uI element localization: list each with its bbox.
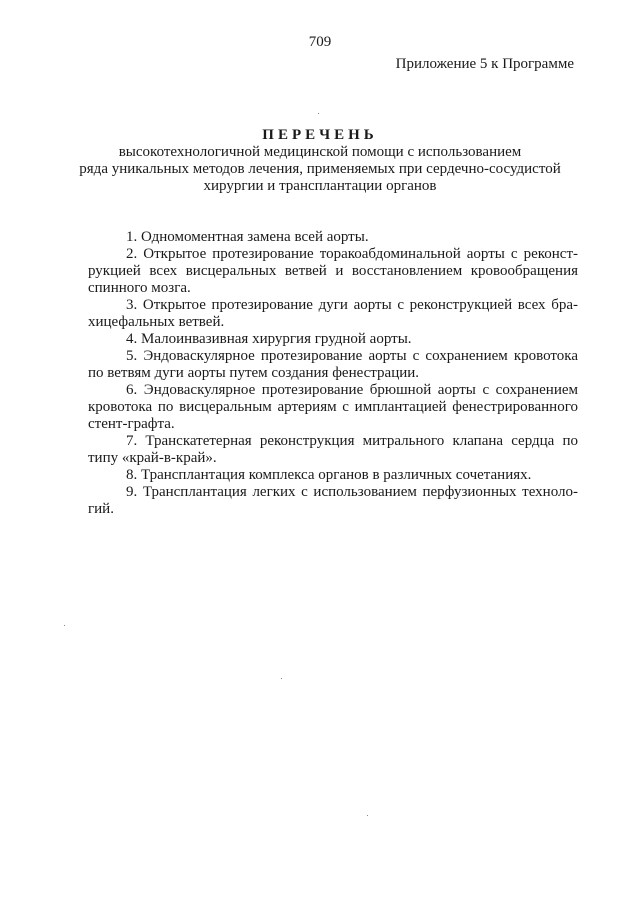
scan-speck [367,815,368,816]
subtitle-line: высокотехнологичной медицинской помощи с использованием [118,144,522,160]
items-list [88,229,578,518]
scan-speck [64,625,65,626]
list-item: 8. Трансплантация комплекса органов в различных сочетаниях. [126,467,532,483]
scan-speck [318,113,319,114]
subtitle-line: хирургии и трансплантации органов [203,178,437,194]
list-item: 5. Эндоваскулярное протезирование аорты с сохранением кровотока по ветвям дуги аорты путем создания фенестрации. [88,348,578,381]
list-item: 4. Малоинвазивная хирургия грудной аорты. [126,331,412,347]
list-item: 6. Эндоваскулярное протезирование брюшной аорты с сохранением кровотока по висцеральным артериям с имплантацией фенестрированного стент-графта. [88,382,578,432]
appendix-label: Приложение 5 к Программе [395,56,574,72]
subtitle-line: ряда уникальных методов лечения, применяемых при сердечно-сосудистой [79,161,561,177]
list-item: 7. Транскатетерная реконструкция митрального клапана сердца по типу «край-в-край». [88,433,578,466]
list-item: 3. Открытое протезирование дуги аорты с реконструкцией всех бра-хицефальных ветвей. [88,297,578,330]
list-item: 1. Одномоментная замена всей аорты. [126,229,369,245]
heading-block [60,126,580,195]
list-item: 9. Трансплантация легких с использованием перфузионных техноло-гий. [88,484,578,517]
list-item: 2. Открытое протезирование торакоабдоминальной аорты с реконст-рукцией всех висцеральных ветвей и восстановлением кровообращения спинного мозга. [88,246,578,296]
document-title: ПЕРЕЧЕНЬ [262,127,378,143]
page-number: 709 [308,34,332,50]
scan-speck [281,678,282,679]
